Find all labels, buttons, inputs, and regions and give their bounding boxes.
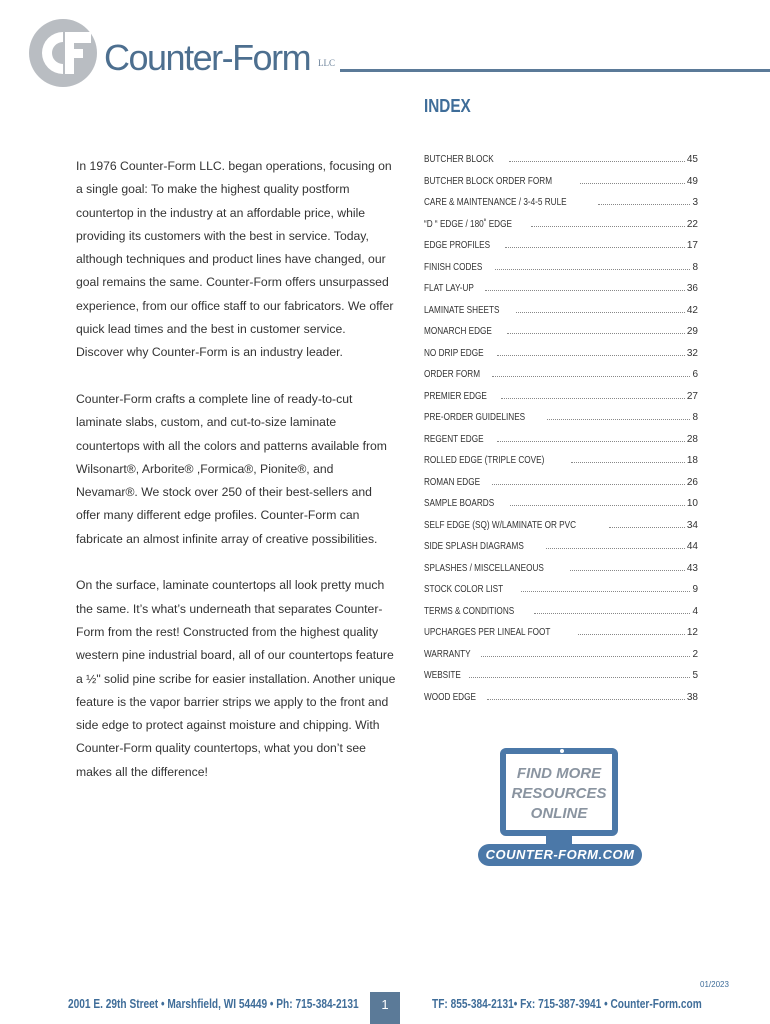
- index-entry-leader: [510, 504, 685, 506]
- index-entry-page: 42: [686, 304, 698, 316]
- index-entry[interactable]: [424, 649, 698, 671]
- index-entry-title: EDGE PROFILES: [424, 240, 491, 251]
- index-entry-leader: [516, 311, 685, 313]
- index-entry-page: 17: [686, 240, 698, 251]
- badge-line-3: ONLINE: [530, 805, 588, 822]
- index-entry-title: TERMS & CONDITIONS: [424, 605, 515, 617]
- index-entry-leader: [507, 332, 685, 334]
- footer-address: 2001 E. 29th Street • Marshfield, WI 54449 • Ph: 715-384-2131: [68, 996, 359, 1011]
- index-entry-leader: [531, 225, 685, 227]
- index-entry-page: 36: [686, 283, 698, 294]
- index-entry-leader: [534, 612, 690, 614]
- index-entry-leader: [487, 698, 685, 700]
- index-entry-page: 32: [686, 347, 698, 359]
- index-entry[interactable]: [424, 692, 698, 714]
- index-entry-leader: [509, 160, 685, 162]
- index-entry[interactable]: [424, 391, 698, 413]
- index-list: [424, 154, 698, 713]
- index-entry-leader: [497, 354, 685, 356]
- index-entry-title: PREMIER EDGE: [424, 390, 487, 402]
- intro-text: [76, 155, 396, 807]
- index-entry-leader: [547, 418, 690, 420]
- index-entry-title: SAMPLE BOARDS: [424, 498, 495, 509]
- index-entry-page: 8: [692, 412, 698, 423]
- index-entry-title: FINISH CODES: [424, 261, 483, 273]
- index-entry-page: 27: [686, 390, 698, 402]
- index-entry-title: WEBSITE: [424, 670, 461, 681]
- index-entry-leader: [492, 375, 690, 377]
- screen-camera-dot: [560, 749, 564, 753]
- index-entry-leader: [578, 633, 685, 635]
- index-entry-page: 43: [686, 562, 698, 574]
- index-entry-page: 18: [686, 455, 698, 466]
- index-entry-title: “D “ EDGE / 180˚ EDGE: [424, 218, 512, 230]
- index-entry[interactable]: [424, 477, 698, 499]
- index-entry[interactable]: [424, 369, 698, 391]
- index-entry-page: 5: [692, 670, 698, 681]
- index-entry[interactable]: [424, 240, 698, 262]
- index-entry[interactable]: [424, 348, 698, 370]
- index-entry[interactable]: [424, 412, 698, 434]
- index-entry[interactable]: [424, 563, 698, 585]
- index-entry[interactable]: [424, 326, 698, 348]
- index-entry-page: 44: [686, 541, 698, 552]
- index-entry-leader: [546, 547, 685, 549]
- index-entry-leader: [497, 440, 685, 442]
- index-entry[interactable]: [424, 584, 698, 606]
- index-entry-page: 6: [692, 369, 698, 380]
- index-entry[interactable]: [424, 670, 698, 692]
- index-entry[interactable]: [424, 434, 698, 456]
- website-link[interactable]: COUNTER-FORM.COM: [478, 844, 642, 866]
- index-entry-page: 45: [686, 154, 698, 165]
- index-entry-title: MONARCH EDGE: [424, 326, 492, 337]
- index-entry-leader: [609, 526, 684, 528]
- index-entry[interactable]: [424, 219, 698, 241]
- index-entry[interactable]: [424, 455, 698, 477]
- index-entry-page: 26: [686, 476, 698, 488]
- intro-paragraph-1: In 1976 Counter-Form LLC. began operations, focusing on a single goal: To make the highest quality postform countertop in the industry at an affordable price, while providing its customers with the best in service. Today, although techniques and product lines have changed, our goal remains the same. Counter-Form offers unsurpassed experience, from our office staff to our fabricators. We offer quick lead times and the best in customer service. Discover why Counter-Form is an industry leader.: [76, 159, 394, 360]
- index-entry-leader: [598, 203, 691, 205]
- index-entry-leader: [492, 483, 685, 485]
- index-entry-title: ORDER FORM: [424, 369, 481, 380]
- index-entry-title: CARE & MAINTENANCE / 3-4-5 RULE: [424, 197, 567, 208]
- index-entry-page: 3: [692, 197, 698, 208]
- index-entry-title: REGENT EDGE: [424, 433, 484, 445]
- index-entry-page: 8: [692, 261, 698, 273]
- index-entry-page: 49: [686, 175, 698, 187]
- index-entry-title: BUTCHER BLOCK ORDER FORM: [424, 175, 553, 187]
- index-entry[interactable]: [424, 541, 698, 563]
- index-entry[interactable]: [424, 305, 698, 327]
- index-entry-page: 9: [692, 584, 698, 595]
- index-entry[interactable]: [424, 197, 698, 219]
- index-entry-title: ROLLED EDGE (TRIPLE COVE): [424, 455, 545, 466]
- index-entry-leader: [505, 246, 685, 248]
- index-entry-title: PRE-ORDER GUIDELINES: [424, 412, 526, 423]
- index-entry-leader: [469, 676, 690, 678]
- brand-llc: LLC: [318, 58, 335, 68]
- index-entry-page: 4: [692, 605, 698, 617]
- index-entry-title: STOCK COLOR LIST: [424, 584, 504, 595]
- index-entry-page: 22: [686, 218, 698, 230]
- index-entry-title: SELF EDGE (SQ) W/LAMINATE OR PVC: [424, 519, 577, 531]
- index-entry-leader: [495, 268, 690, 270]
- index-entry-page: 2: [692, 648, 698, 660]
- index-entry[interactable]: [424, 283, 698, 305]
- index-entry-page: 12: [686, 627, 698, 638]
- index-entry-leader: [570, 569, 685, 571]
- index-entry-title: WARRANTY: [424, 648, 471, 660]
- index-entry-leader: [501, 397, 685, 399]
- footer-contact: TF: 855-384-2131• Fx: 715-387-3941 • Counter-Form.com: [432, 996, 702, 1011]
- revision-date: 01/2023: [700, 980, 729, 989]
- index-entry-title: SPLASHES / MISCELLANEOUS: [424, 562, 544, 574]
- find-more-resources-badge[interactable]: [500, 748, 618, 836]
- index-title: INDEX: [424, 96, 471, 116]
- header-rule: [340, 69, 770, 72]
- index-entry-title: FLAT LAY-UP: [424, 283, 474, 294]
- index-entry[interactable]: [424, 520, 698, 542]
- index-entry-title: SIDE SPLASH DIAGRAMS: [424, 541, 524, 552]
- index-entry[interactable]: [424, 154, 698, 176]
- intro-paragraph-2: Counter-Form crafts a complete line of ready-to-cut laminate slabs, custom, and cut-to-size laminate countertops with all the colors and patterns available from Wilsonart®, Arborite® ,Formica®, Pionite®, and Nevamar®. We stock over 250 of their best-sellers and offer many different edge profiles. Counter-Form can fabricate an almost infinite array of creative possibilities.: [76, 391, 387, 546]
- index-entry-leader: [521, 590, 691, 592]
- page-number: 1: [370, 992, 400, 1024]
- index-entry-title: UPCHARGES PER LINEAL FOOT: [424, 627, 551, 638]
- index-entry-leader: [481, 655, 691, 657]
- index-entry[interactable]: [424, 606, 698, 628]
- brand-name: Counter-Form: [104, 37, 311, 78]
- index-entry-title: NO DRIP EDGE: [424, 347, 484, 359]
- index-entry[interactable]: [424, 262, 698, 284]
- index-entry-leader: [580, 182, 685, 184]
- index-entry-title: BUTCHER BLOCK: [424, 154, 494, 165]
- index-entry-leader: [571, 461, 685, 463]
- badge-line-1: FIND MORE: [516, 765, 602, 782]
- badge-line-2: RESOURCES: [511, 785, 607, 802]
- index-entry-page: 10: [686, 498, 698, 509]
- index-entry-page: 29: [686, 326, 698, 337]
- index-entry-title: LAMINATE SHEETS: [424, 304, 500, 316]
- index-entry[interactable]: [424, 627, 698, 649]
- index-entry-title: WOOD EDGE: [424, 691, 476, 703]
- counter-form-logo: [28, 18, 98, 88]
- index-entry-page: 28: [686, 433, 698, 445]
- index-entry-page: 34: [686, 519, 698, 531]
- index-entry-page: 38: [686, 691, 698, 703]
- index-entry-leader: [485, 289, 685, 291]
- intro-paragraph-3: On the surface, laminate countertops all look pretty much the same. It’s what’s underneath that separates Counter-Form from the rest! Constructed from the highest quality western pine industrial board, all of our countertops feature a ½" solid pine scribe for easier installation. Another unique feature is the vapor barrier strips we apply to the front and side edge to protect against moisture and chipping. With Counter-Form quality countertops, what you don’t see makes all the difference!: [76, 578, 396, 779]
- index-entry[interactable]: [424, 176, 698, 198]
- index-entry-title: ROMAN EDGE: [424, 476, 481, 488]
- index-entry[interactable]: [424, 498, 698, 520]
